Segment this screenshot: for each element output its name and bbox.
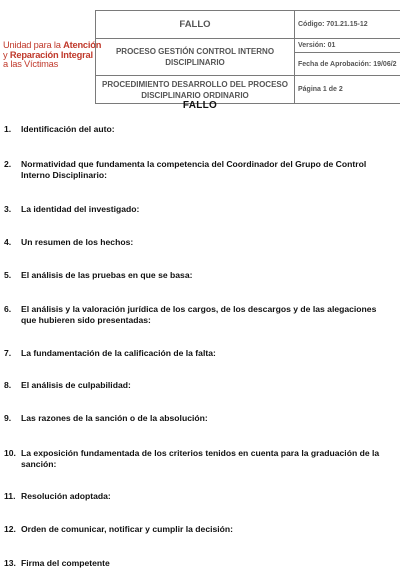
logo-text-3: a las Víctimas	[3, 59, 59, 69]
header-version: Versión: 01	[295, 39, 400, 53]
document-title: FALLO	[182, 100, 218, 111]
item-number: 4.	[4, 237, 12, 247]
header-process: PROCESO GESTIÓN CONTROL INTERNO DISCIPLINARIO	[96, 39, 295, 76]
item-number: 5.	[4, 270, 12, 280]
logo-text-1-bold: Atención	[63, 40, 102, 50]
logo-text-1: Unidad para la	[3, 40, 64, 50]
item-text: El análisis y la valoración jurídica de los cargos, de los descargos y de las alegaciones que hubieren sido presentadas:	[21, 304, 377, 325]
item-text: Un resumen de los hechos:	[21, 237, 134, 247]
logo-text-2-bold: Reparación Integral	[9, 49, 93, 60]
item-number: 11.	[4, 491, 16, 501]
item-number: 1.	[4, 124, 12, 134]
item-text: La exposición fundamentada de los criterios tenidos en cuenta para la graduación de la sanción:	[21, 448, 380, 469]
item-number: 13.	[4, 558, 16, 568]
logo-text-2: y	[3, 49, 10, 60]
item-number: 8.	[4, 380, 12, 390]
header-procedure: PROCEDIMIENTO DESARROLLO DEL PROCESO DISCIPLINARIO ORDINARIO	[96, 76, 295, 104]
organization-logo	[3, 40, 102, 70]
item-text: Identificación del auto:	[21, 124, 115, 134]
item-text: Firma del competente	[21, 558, 110, 568]
item-number: 9.	[4, 413, 12, 423]
item-text: Resolución adoptada:	[21, 491, 111, 501]
item-number: 12.	[4, 524, 16, 534]
item-text: El análisis de las pruebas en que se basa:	[21, 270, 193, 280]
header-approval-date: Fecha de Aprobación: 19/06/2	[295, 53, 400, 76]
item-number: 6.	[4, 304, 12, 314]
header-title: FALLO	[96, 11, 295, 39]
item-text: La identidad del investigado:	[21, 204, 140, 214]
item-text: La fundamentación de la calificación de la falta:	[21, 348, 216, 358]
item-text: Las razones de la sanción o de la absolución:	[21, 413, 208, 423]
item-text: El análisis de culpabilidad:	[21, 380, 131, 390]
item-text: Orden de comunicar, notificar y cumplir la decisión:	[21, 524, 234, 534]
document-header	[0, 10, 400, 100]
header-table	[95, 10, 400, 104]
item-number: 7.	[4, 348, 12, 358]
item-text: Normatividad que fundamenta la competencia del Coordinador del Grupo de Control Interno Disciplinario:	[21, 159, 367, 180]
header-page: Página 1 de 2	[295, 76, 400, 104]
item-number: 2.	[4, 159, 12, 169]
header-code: Código: 701.21.15-12	[295, 11, 400, 39]
item-number: 3.	[4, 204, 12, 214]
item-number: 10.	[4, 448, 16, 458]
